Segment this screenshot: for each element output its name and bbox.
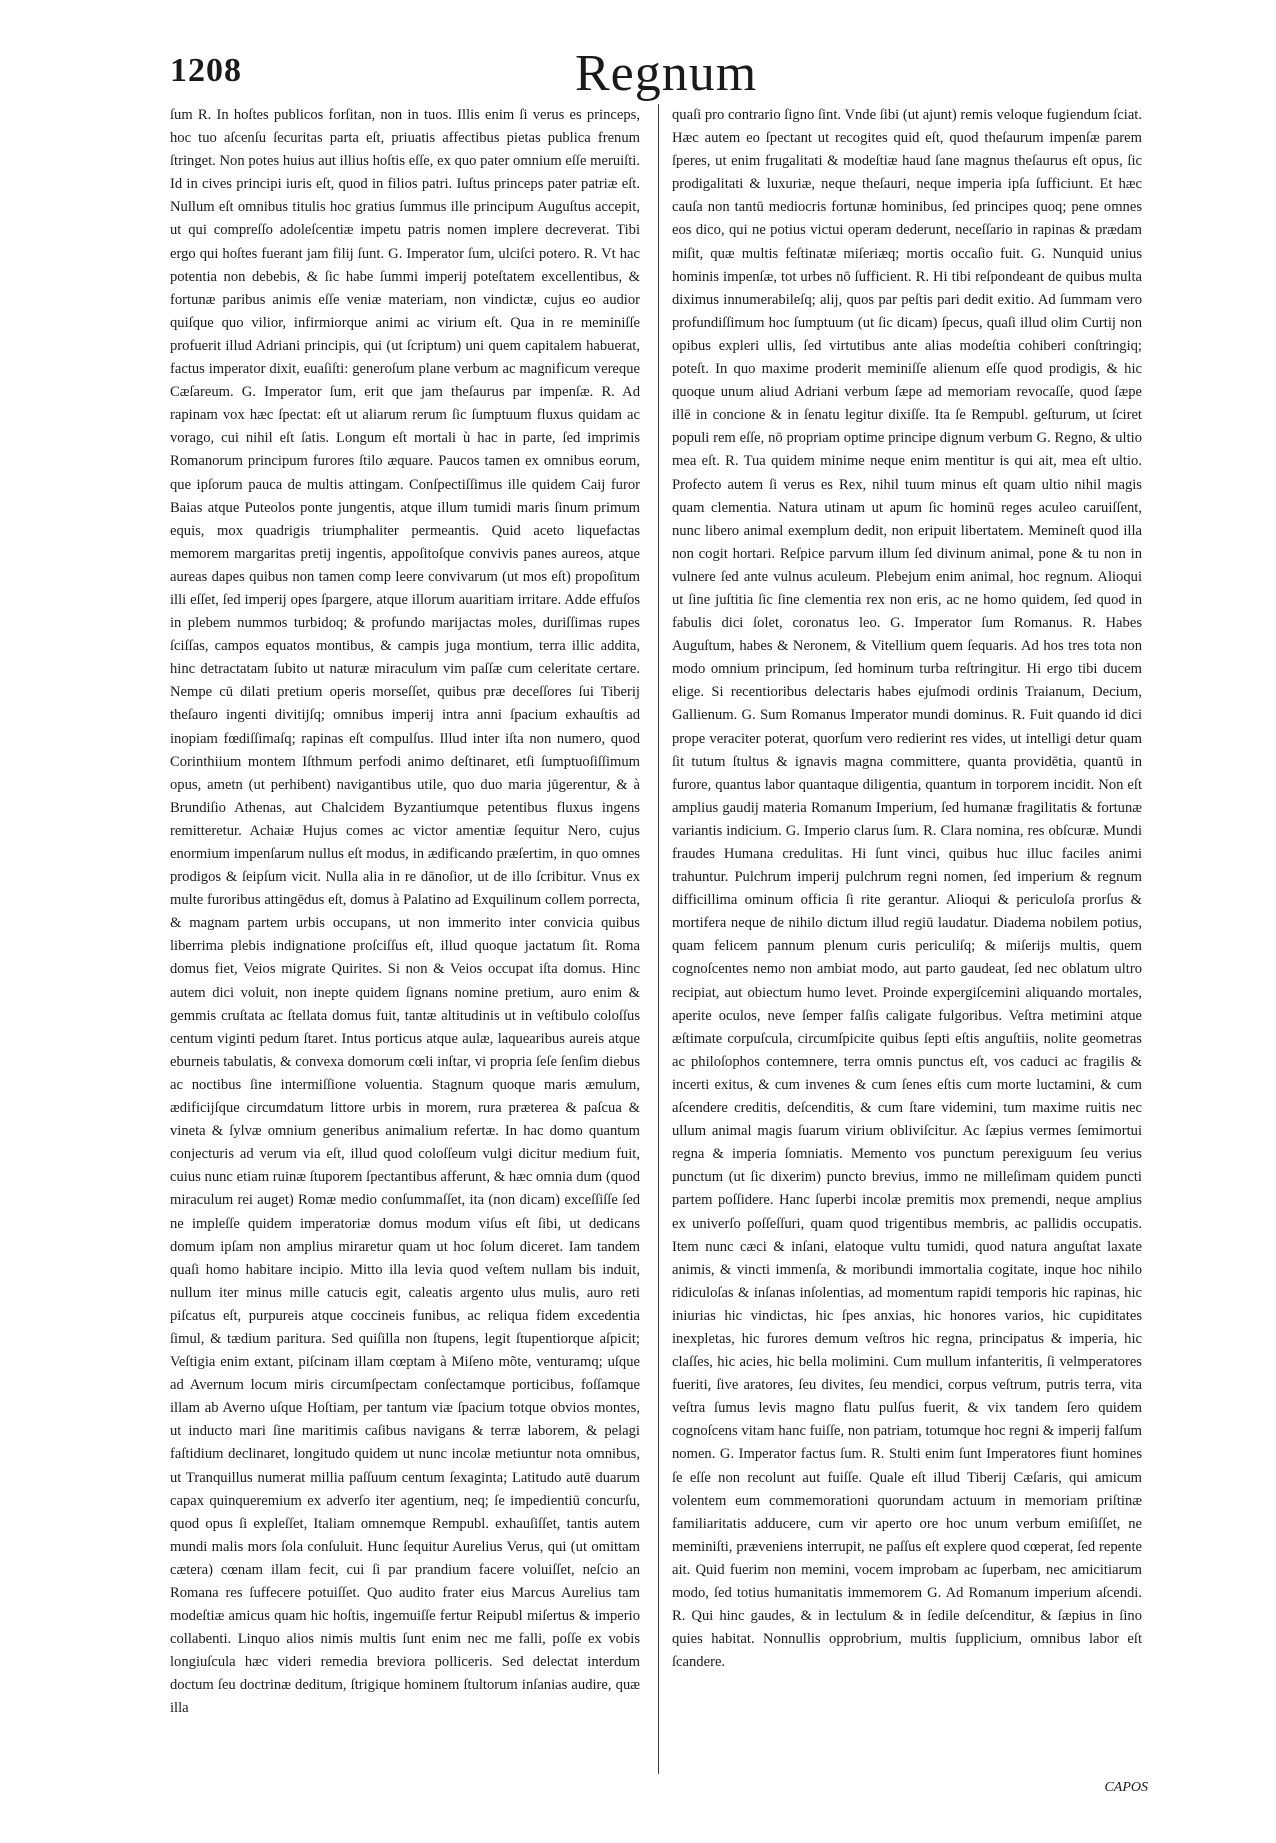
right-column-text: quaſi pro contrario ſigno ſint. Vnde ſibi (ut ajunt) remis veloque fugiendum ſciat. Hæc autem eo ſpectant ut recogites quid eſt, quod theſaurum impenſæ parem ſperes, ut enim frugalitati & modeſtiæ haud ſane magnus theſaurus eſt opus, ſic prodigalitati & luxuriæ, neque theſauri, neque imperia ipſa ſufficiunt. Et hæc cauſa non tantū mediocris fortunæ hominibus, ſed principes quoq; pene omnes eos dico, qui ne potius victui operam dederunt, neceſſario in rapinas & prædam miſit, quæ multis feſtinatæ miſeriæq; mortis occaſio fuit. G. Nunquid unius hominis impenſæ, tot urbes nō ſufficient. R. Hi tibi reſpondeant de quibus multa diximus innumerabileſq; alij, quos par peſtis pari dedit exitio. Ad ſummam vero profundiſſimum hoc ſumptuum (ut ſic dicam) ſpecus, quaſi illud olim Curtij non opibus expleri ullis, ſed virtutibus ante alias modeſtia cohiberi conſtringiq; poteſt. In quo maxime proderit meminiſſe alienum eſſe quod prodigis, & hic quoque unum aliud Adriani verbum ſæpe ad memoriam revocaſſe, quod ſæpe illē in concione & in ſenatu legitur dixiſſe. Ita ſe Rempubl. geſturum, ut ſciret populi rem eſſe, nō propriam optime principe dignum verbum G. Regno, & ultio mea eſt. R. Tua quidem minime neque enim mentitur is qui ait, mea eſt ultio. Profecto autem ſi verus es Rex, nihil tuum minus eſt quam ultio nihil magis quam clementia. Natura utinam ut apum ſic hominū reges aculeo caruiſſent, nunc libero animal exemplum dedit, non eripuit libertatem. Memineſt quod illa non cogit hortari. Reſpice parvum illum ſed divinum animal, pone & tu non in vulnere ſed ante vulnus aculeum. Plebejum enim animal, hoc regnum. Alioqui ut ſine juſtitia ſic ſine clementia rex non eris, ac ne homo quidem, ſed quod in fabulis dici ſolet, coronatus leo. G. Imperator ſum Romanus. R. Habes Auguſtum, habes & Neronem, & Vitellium quem ſequaris. Ad hos tres tota non modo omnium principum, ſed hominum turba reſtringitur. Hi ergo tibi ducem elige. Si recentioribus delectaris habes ejuſmodi ordinis Traianum, Decium, Gallienum. G. Sum Romanus Imperator mundi dominus. R. Fuit quando id dici prope veraciter poterat, quorſum vero redierint res vides, ut intelligi detur quam ſit tutum ſtultus & ignavis magna committere, quanta providētia, quantū in furore, quantus labor quantaque diligentia, quantum in torporem incidit. Non eſt amplius gaudij materia Romanum Imperium, ſed humanæ fragilitatis & fortunæ variantis indicium. G. Imperio clarus ſum. R. Clara nomina, res obſcuræ. Mundi fraudes Humana credulitas. Hi ſunt vinci, quibus huc illuc faciles animi trahuntur. Pulchrum imperij pulchrum regni nomen, ſed imperium & regnum difficillima ominum officia ſi rite gerantur. Alioqui & periculoſa prorſus & mortifera neque de nihilo dictum illud regiū laudatur. Diadema nobilem potius, quam felicem pannum plenum curis periculiſq; & miſerijs multis, quem cognoſcentes nemo non ambiat modo, aut parto gaudeat, ſed nec oblatum ultro recipiat, aut obiectum humo levet. Proinde expergiſcemini aliquando mortales, aperite oculos, neve ſemper falſis caligate fulgoribus. Veſtra metimini atque æſtimate corpuſcula, circumſpicite quibus ſepti eſtis anguſtiis, nolite geometras ac philoſophos contemnere, terra omnis punctus eſt, vos caduci ac fragilis & incerti exitus, & cum invenes & cum ſenes eſtis cum morte luctamini, & cum aſcendere creditis, deſcenditis, & cum ſtare videmini, tum maxime ruitis nec ullum animal magis ſuarum virium obliviſcitur. Ac ſæpius vermes ſemimortui regna & imperia ſomniatis. Memento vos punctum perexiguum ſeu verius punctum (ut ſic dixerim) puncto brevius, immo ne milleſimam quidem puncti partem poſſidere. Hanc ſuperbi incolæ premitis mox premendi, neque amplius ex univerſo poſſeſſuri, quam quod trigentibus membris, ac pallidis occupatis. Item nunc cæci & inſani, elatoque vultu tumidi, quod natura anguſtat laxate animis, & vincti immenſa, & moribundi immortalia cogitate, inque hoc nihilo ridiculoſas & inſanas inſolentias, ad momentum rapidi temporis hic rapinas, hic iniurias hic vindictas, hic ſpes anxias, hic honores varios, hic cupiditates inexpletas, hic furores demum veſtros hic regna, principatus & imperia, hic claſſes, hic acies, hic bella molimini. Cum mullum infanteritis, ſi velmperatores fueriti, ſive aratores, ſeu divites, ſeu mendici, corpus veſtrum, putris terra, vita veſtra ſumus levis magno flatu pulſus fuerit, & vix tandem ſero quidem cognoſcens vitam hanc fuiſſe, non patriam, totumque hoc regni & imperij falſum nomen. G. Imperator factus ſum. R. Stulti enim ſunt Imperatores fiunt homines ſe eſſe non recolunt aut fuiſſe. Quale eſt illud Tiberij Cæſaris, qui amicum volentem eum commemorationi quorundam actuum in memoriam priſtinæ familiaritatis adducere, cum vir aperto ore hoc unum verbum emiſiſſet, ne meminiſti, præveniens interrupit, ne paſſus eſt explere quod cœperat, ſed repente ait. Quid fuerim non memini, vocem improbam ac ſuperbam, nec amicitiarum modo, ſed totius humanitatis immemorem G. Ad Romanum imperium aſcendi. R. Qui hinc gaudes, & in lectulum & in ſedile deſcenditur, & ſæpius in ſino quies habitat. Nonnullis opprobrium, multis ſupplicium, omnibus labor eſt ſcandere.	[672, 107, 1142, 1671]
page-number: 1208	[170, 52, 242, 89]
catchword: CAPOS	[1104, 1780, 1148, 1795]
left-column-text: ſum R. In hoſtes publicos forſitan, non in tuos. Illis enim ſi verus es princeps, hoc tuo aſcenſu ſecuritas parta eſt, priuatis affectibus pietas publica frenum ſtringet. Non potes huius aut illius hoſtis eſſe, ex quo pater omnium eſſe meruiſti. Id in cives principi iuris eſt, quod in filios patri. Iuſtus princeps pater patriæ eſt. Nullum eſt omnibus titulis hoc gratius ſummus ille principum Auguſtus accepit, ut qui compreſſo adoleſcentiæ impetu patris nomen implere decreverat. Tibi ergo qui hoſtes fuerant jam filij ſunt. G. Imperator ſum, ulciſci potero. R. Vt hac potentia non debebis, & ſic habe ſummi imperij poteſtatem excellentibus, & fortunæ paribus animis eſſe veniæ materiam, non vindictæ, cujus eo audior quiſque quo vilior, infirmiorque animi ac virium eſt. Qua in re meminiſſe profuerit illud Adriani principis, qui (ut ſcriptum) uni quem capitalem habuerat, factus imperator dixit, euaſiſti: generoſum plane verbum ac magnificum vereque Cæſareum. G. Imperator ſum, erit que jam theſaurus par impenſæ. R. Ad rapinam vox hæc ſpectat: eſt ut aliarum rerum ſic ſumptuum fluxus quidam ac vorago, cui nihil eſt ſatis. Longum eſt mortali ù hac in parte, ſed imprimis Romanorum principum furores ſtilo æquare. Paucos tamen ex omnibus eorum, que ipſorum pauca de multis attingam. Conſpectiſſimus ille quidem Caij furor Baias atque Puteolos ponte jungentis, atque illum tumidi maris ſinum primum equis, mox quadrigis triumphaliter permeantis. Quid aceto liquefactas memorem margaritas pretij ingentis, appoſitoſque convivis panes aureos, atque aureas dapes quibus non tamen comp leere convivarum (ut mos eſt) propoſitum illi eſſet, ſed imperij opes ſpargere, atque illorum auaritiam irritare. Adde effuſos in plebem nummos turbidoq; & profundo marijactas moles, duriſſimas rupes ſciſſas, campos equatos montibus, & campis juga montium, terra illic addita, hinc detractatam ſubito ut naturæ miraculum vim paſſæ cum celeritate certare. Nempe cū dilati pretium operis morseſſet, quibus præ deceſſores ſui Tiberij theſauro ingenti divitijſq; omnibus imperij intra anni ſpacium exhauſtis ad inopiam fœdiſſimaſq; rapinas eſt compulſus. Illud inter iſta non numero, quod Corinthiium montem Iſthmum perfodi animo deſtinaret, etſi ſumptuoſiſſimum opus, ametn (ut perhibent) navigantibus utile, quo duo maria jūgerentur, & à Brundiſio Athenas, aut Chalcidem Byzantiumque petentibus fluxus ingens remitteretur. Achaiæ Hujus comes ac victor amentiæ ſequitur Nero, cujus enormium impenſarum nullus eſt modus, in ædificando præſertim, in quo omnes prodigos & ſeipſum vicit. Nulla alia in re dānoſior, ut de illo ſcribitur. Vnus ex multe furoribus attingēdus eſt, domus à Palatino ad Exquilinum collem porrecta, & magnam partem urbis occupans, ut non immerito inter convicia quibus liberrima plebis indignatione proſciſſus eſt, illud quoque jactatum ſit. Roma domus fiet, Veios migrate Quirites. Si non & Veios occupat iſta domus. Hinc autem dici voluit, non inepte quidem ſignans nomine pretium, auro enim & gemmis cruſtata ac ſtellata domus fuit, tantæ altitudinis ut in veſtibulo coloſſus centum viginti pedum ſtaret. Intus porticus atque aulæ, laquearibus aureis atque eburneis tabulatis, & convexa domorum cœli inſtar, vi propria ſeſe ſenſim diebus ac noctibus ſine intermiſſione voluentia. Stagnum quoque maris æmulum, ædificijſque circumdatum littore urbis in morem, rura præterea & paſcua & vineta & ſylvæ omnium generibus animalium refertæ. In hac domo quantum conjecturis ad verum via eſt, illud quod coloſſeum vulgi dicitur medium fuit, cuius nunc etiam ruinæ ſtuporem ſpectantibus afferunt, & hæc omnia dum (quod miraculum rei auget) Romæ medio conſummaſſet, ita (non dicam) exceſſiſſe ſed ne impleſſe quidem imperatoriæ domus modum viſus eſt ſibi, ut dedicans domum ipſam non amplius miraretur quam ut hoc ſolum diceret. Iam tandem quaſi homo habitare incipio. Mitto illa levia quod veſtem nullam bis induit, nullum iter minus mille catucis egit, caleatis argento ulus mulis, auro reti piſcatus eſt, purpureis atque coccineis funibus, ac reliqua fidem excedentia ſimul, & tædium paritura. Sed quiſilla non ſtupens, legit ſtupentiorque aſpicit; Veſtigia enim extant, piſcinam illam cœptam à Miſeno mõte, venturamq; uſque ad Avernum locum miris circumſpectam conſectamque porticibus, foſſamque illam ab Averno uſque Hoſtiam, per tantum viæ ſpacium totque obvios montes, ut inducto mari ſine maritimis caſibus navigans & terræ laborem, & pelagi faſtidium declinaret, longitudo quidem ut nunc incolæ metiuntur nota omnibus, ut Tranquillus numerat millia paſſuum centum ſexaginta; Latitudo autē duarum capax quinqueremium ex adverſo iter agentium, neq; ſe impedientiū concurſu, quod opus ſi expleſſet, Italiam omnemque Rempubl. exhauſiſſet, tantis autem mundi malis mors ſola conſuluit. Hunc ſequitur Aurelius Verus, qui (ut omittam cætera) cœnam illam fecit, cui ſi par prandium facere voluiſſet, neſcio an Romana res ſuffecere potuiſſet. Quo audito frater eius Marcus Aurelius tam modeſtiæ amicus quam hic hoſtis, ingemuiſſe fertur Reipubl miſertus & imperio collabenti. Linquo alios nimis multis ſunt enim nec me falli, poſſe ex vobis longiuſcula hæc videri remedia breviora polliceris. Sed delectat interdum doctum ſeu doctrinæ deditum, ſtrigique hominem ſtultorum inſanias audire, quæ illa	[170, 107, 640, 1717]
running-head: Regnum	[575, 45, 758, 102]
left-column	[170, 104, 640, 1721]
right-column	[672, 104, 1142, 1674]
column-rule	[658, 104, 659, 1774]
